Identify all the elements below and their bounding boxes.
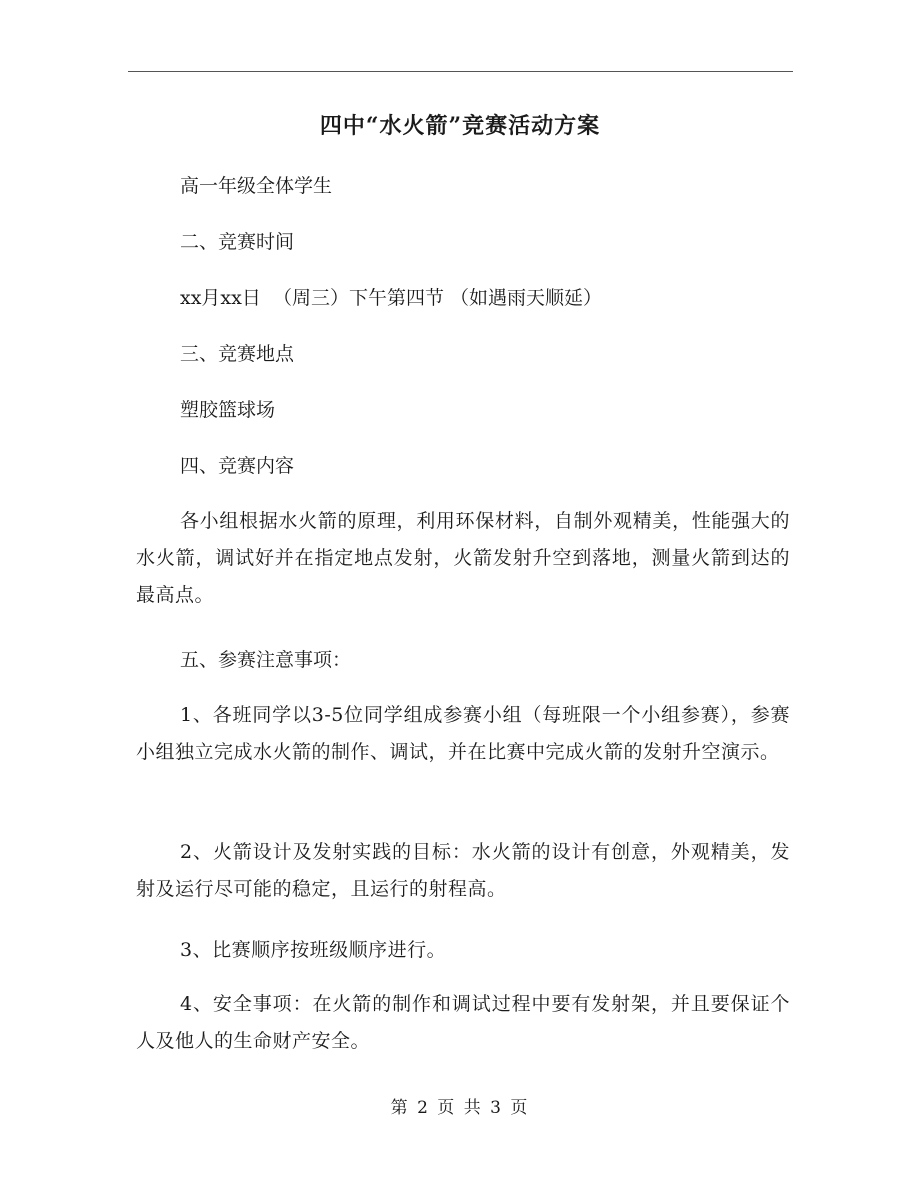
participants-line: 高一年级全体学生 xyxy=(180,175,333,197)
content-paragraph: 各小组根据水火箭的原理，利用环保材料，自制外观精美，性能强大的水火箭，调试好并在指定地点发射，火箭发射升空到落地，测量火箭到达的最高点。 xyxy=(136,510,790,606)
section-heading-content: 四、竞赛内容 xyxy=(180,455,295,477)
section-heading-location: 三、竞赛地点 xyxy=(180,343,295,365)
page-indicator: 第 2 页 共 3 页 xyxy=(390,1098,530,1118)
section-heading-time: 二、竞赛时间 xyxy=(180,231,295,253)
header-rule xyxy=(128,71,793,72)
note-item-2: 2、火箭设计及发射实践的目标：水火箭的设计有创意，外观精美，发射及运行尽可能的稳定，且运行的射程高。 xyxy=(136,841,790,900)
section-heading-notes: 五、参赛注意事项： xyxy=(180,649,352,671)
document-title: 四中“水火箭”竞赛活动方案 xyxy=(319,113,601,139)
note-item-1: 1、各班同学以3-5位同学组成参赛小组（每班限一个小组参赛），参赛小组独立完成水火箭的制作、调试，并在比赛中完成火箭的发射升空演示。 xyxy=(136,704,790,763)
location-value: 塑胶篮球场 xyxy=(180,399,276,421)
note-item-4: 4、安全事项：在火箭的制作和调试过程中要有发射架，并且要保证个人及他人的生命财产安全。 xyxy=(136,993,790,1052)
note-item-3: 3、比赛顺序按班级顺序进行。 xyxy=(180,939,447,961)
time-value: xx月xx日 （周三）下午第四节 （如遇雨天顺延） xyxy=(180,287,602,309)
